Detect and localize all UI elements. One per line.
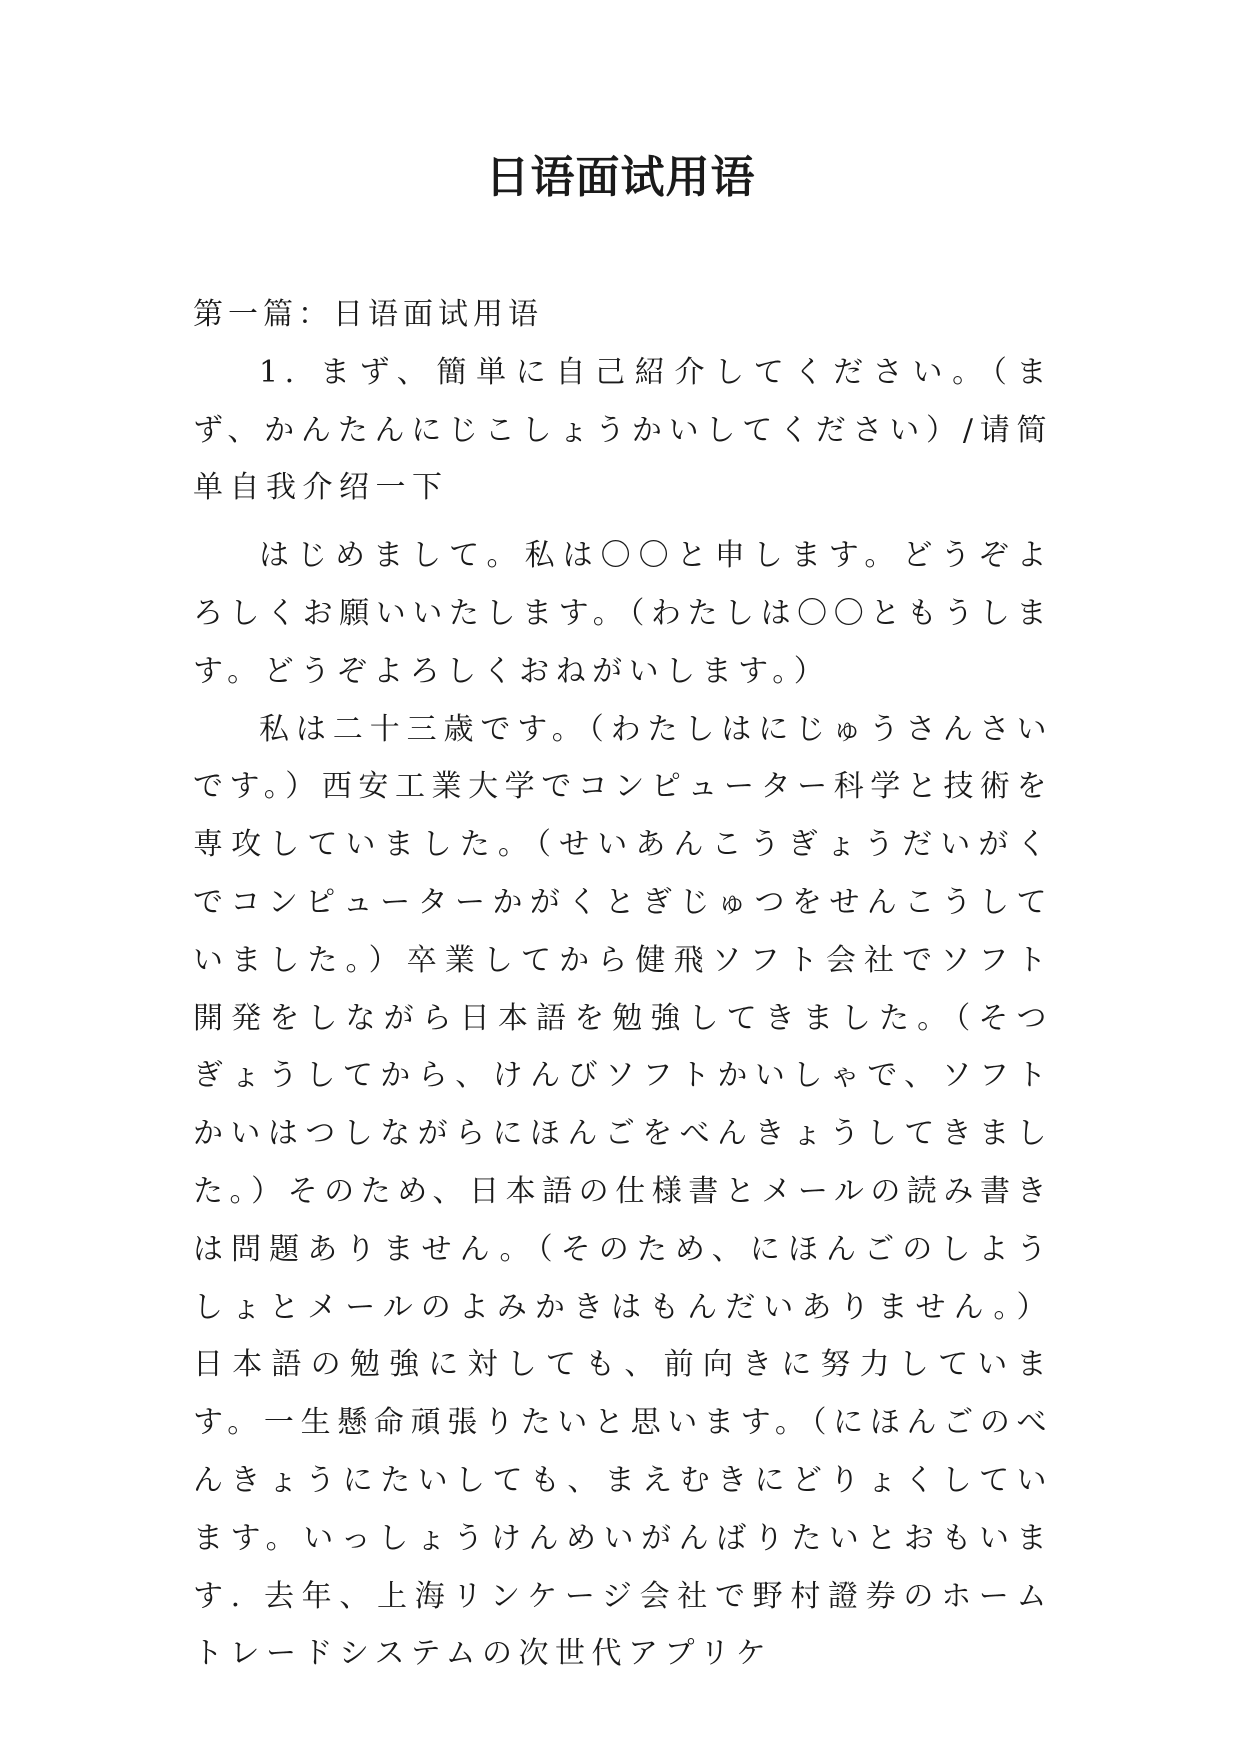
document-body [193, 286, 1053, 1683]
paragraph-self-introduction: 私は二十三歳です。（わたしはにじゅうさんさいです。）西安工業大学でコンピューター科学と技術を専攻していました。（せいあんこうぎょうだいがくでコンピューターかがくとぎじゅつをせんこうしていました。）卒業してから健飛ソフト会社でソフト開発をしながら日本語を勉強してきました。（そつぎょうしてから、けんびソフトかいしゃで、ソフトかいはつしながらにほんごをべんきょうしてきました。）そのため、日本語の仕様書とメールの読み書きは問題ありません。（そのため、にほんごのしようしょとメールのよみかきはもんだいありません。）日本語の勉強に対しても、前向きに努力しています。一生懸命頑張りたいと思います。（にほんごのべんきょうにたいしても、まえむきにどりょくしています。いっしょうけんめいがんばりたいとおもいます. 去年、上海リンケージ会社で野村證券のホームトレードシステムの次世代アプリケ [193, 711, 1053, 1672]
section-heading: 第一篇：日语面试用语 [193, 297, 543, 332]
document-title: 日语面试用语 [485, 152, 756, 203]
paragraph-question-1: 1. まず、簡単に自己紹介してください。（まず、かんたんにじこしょうかいしてください）/请简单自我介绍一下 [193, 354, 1053, 506]
paragraph-greeting: はじめまして。私は〇〇と申します。どうぞよろしくお願いいたします。（わたしは〇〇ともうします。どうぞよろしくおねがいします。） [193, 538, 1053, 689]
